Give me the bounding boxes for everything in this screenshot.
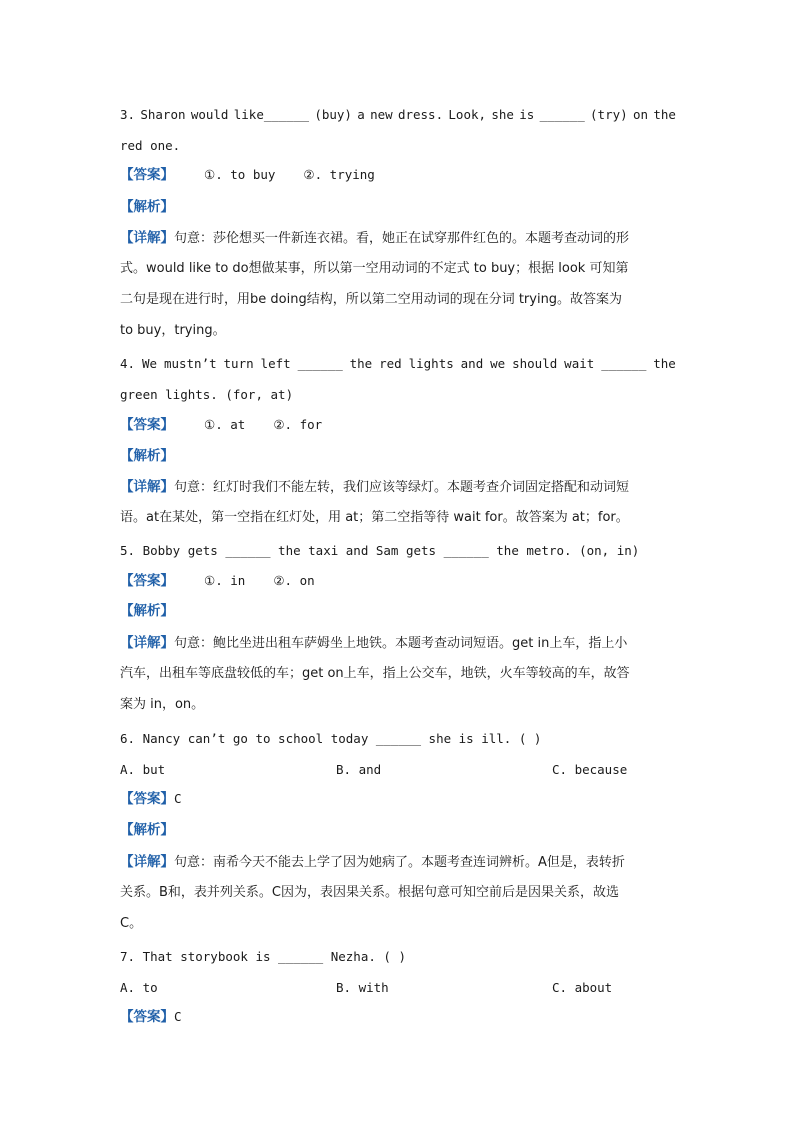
q4-word: mustn’t (163, 356, 217, 371)
q7-answer-row (120, 1008, 676, 1026)
analysis-label: 【解析】 (120, 822, 174, 838)
q6-options (120, 761, 676, 779)
q6-option-a: A. but (120, 762, 166, 777)
detail-text: 句意：红灯时我们不能左转，我们应该等绿灯。本题考查介词固定搭配和动词短 (174, 480, 630, 495)
q4-word: red (379, 356, 402, 371)
q3-word: she (491, 107, 514, 122)
q3-answer-2: ②. trying (303, 167, 375, 182)
q4-word: 4. (120, 356, 136, 371)
q4-word: the (349, 356, 373, 371)
answer-label: 【答案】 (120, 573, 174, 589)
q6-detail-line-1 (120, 853, 676, 872)
q3-word: (buy) (314, 107, 352, 122)
q6-option-b: B. and (336, 762, 382, 777)
q4-detail-line-1 (120, 478, 676, 497)
q4-word: ______ (297, 356, 343, 371)
q3-word: on (632, 107, 649, 122)
q5-answer-2: ②. on (273, 573, 315, 588)
q7-option-c: C. about (552, 980, 613, 995)
q3-detail-line-4: to buy，trying。 (120, 323, 226, 338)
q3-word: like______ (233, 107, 310, 122)
detail-text: 【详解】句意：莎伦想买一件新连衣裙。看，她正在试穿那件红色的。本题考查动词的形 (120, 230, 630, 246)
q6-option-c: C. because (552, 762, 628, 777)
q4-word: ______ (601, 356, 647, 371)
q7-line-1: 7. That storybook is ______ Nezha. ( ) (120, 949, 406, 964)
q4-answer-1: ①. at (204, 417, 246, 432)
q5-answer-1: ①. in (204, 573, 246, 588)
q4-word: we (490, 356, 506, 371)
q6-detail-line-3: C。 (120, 916, 143, 931)
q7-option-b: B. with (336, 980, 389, 995)
q7-answer: C (174, 1009, 182, 1024)
q4-line-2: green lights. (for, at) (120, 387, 294, 402)
q6-answer: C (174, 791, 182, 806)
q4-word: should (512, 356, 558, 371)
q5-detail-line-2: 汽车，出租车等底盘较低的车；get on上车，指上公交车，地铁，火车等较高的车，故答 (120, 666, 630, 681)
q5-detail-line-1 (120, 634, 676, 653)
analysis-label: 【解析】 (120, 603, 174, 619)
q5-line-1: 5. Bobby gets ______ the taxi and Sam gets ______ the metro. (on, in) (120, 543, 640, 558)
q4-analysis-row (120, 447, 676, 465)
q3-answer-1: ①. to buy (204, 167, 276, 182)
q4-line-1 (120, 355, 676, 373)
q5-answer-row (120, 572, 676, 590)
q7-options (120, 979, 676, 997)
q3-word: dress. (397, 107, 444, 122)
answer-label: 【答案】 (120, 167, 174, 183)
q5-analysis-row (120, 602, 676, 620)
q3-word: is (519, 107, 535, 122)
answer-label: 【答案】 (120, 791, 174, 807)
q7-option-a: A. to (120, 980, 158, 995)
q6-answer-row (120, 790, 676, 808)
q3-word: would (190, 107, 229, 122)
detail-text: 句意：南希今天不能去上学了因为她病了。本题考查连词辨析。A但是，表转折 (174, 855, 625, 870)
q3-word: Sharon (140, 107, 186, 122)
q4-answer-row (120, 416, 676, 434)
q4-answer-2: ②. for (273, 417, 323, 432)
q5-detail-line-3: 案为 in，on。 (120, 697, 205, 712)
answer-label: 【答案】 (120, 417, 174, 433)
q3-detail-line-1 (120, 229, 676, 248)
q3-detail-line-3: 二句是现在进行时，用be doing结构，所以第二空用动词的现在分词 trying。故答案为 (120, 292, 623, 307)
q4-word: left (260, 356, 291, 371)
answer-label: 【答案】 (120, 1009, 174, 1025)
q3-answer-row (120, 166, 676, 184)
q3-detail-line-2: 式。would like to do想做某事，所以第一空用动词的不定式 to buy；根据 look 可知第 (120, 261, 629, 276)
detail-label: 【详解】 (120, 230, 174, 246)
q6-detail-line-2: 关系。B和，表并列关系。C因为，表因果关系。根据句意可知空前后是因果关系，故选 (120, 885, 619, 900)
detail-label: 【详解】 (120, 479, 174, 495)
q4-word: We (141, 356, 158, 371)
q3-word: a (357, 107, 365, 122)
q6-analysis-row (120, 821, 676, 839)
q3-word: 3. (120, 107, 136, 122)
q3-word: Look, (448, 107, 487, 122)
q3-line-1 (120, 106, 676, 124)
q3-analysis-row (120, 198, 676, 216)
q4-detail-line-2: 语。at在某处，第一空指在红灯处，用 at；第二空指等待 wait for。故答案为 at；for。 (120, 510, 629, 525)
q3-word: ______ (539, 107, 585, 122)
q3-line-2: red one. (120, 138, 181, 153)
analysis-label: 【解析】 (120, 199, 174, 215)
q3-word: (try) (590, 107, 628, 122)
q3-word: the (653, 107, 676, 122)
analysis-label: 【解析】 (120, 448, 174, 464)
q3-word: new (370, 107, 393, 122)
q4-word: wait (564, 356, 595, 371)
q4-word: the (653, 356, 676, 371)
detail-label: 【详解】 (120, 854, 174, 870)
q4-word: lights (408, 356, 454, 371)
q4-word: turn (223, 356, 254, 371)
detail-label: 【详解】 (120, 635, 174, 651)
q4-word: and (460, 356, 484, 371)
detail-text: 句意：鲍比坐进出租车萨姆坐上地铁。本题考查动词短语。get in上车，指上小 (174, 636, 628, 651)
q6-line-1: 6. Nancy can’t go to school today ______ she is ill. ( ) (120, 731, 542, 746)
